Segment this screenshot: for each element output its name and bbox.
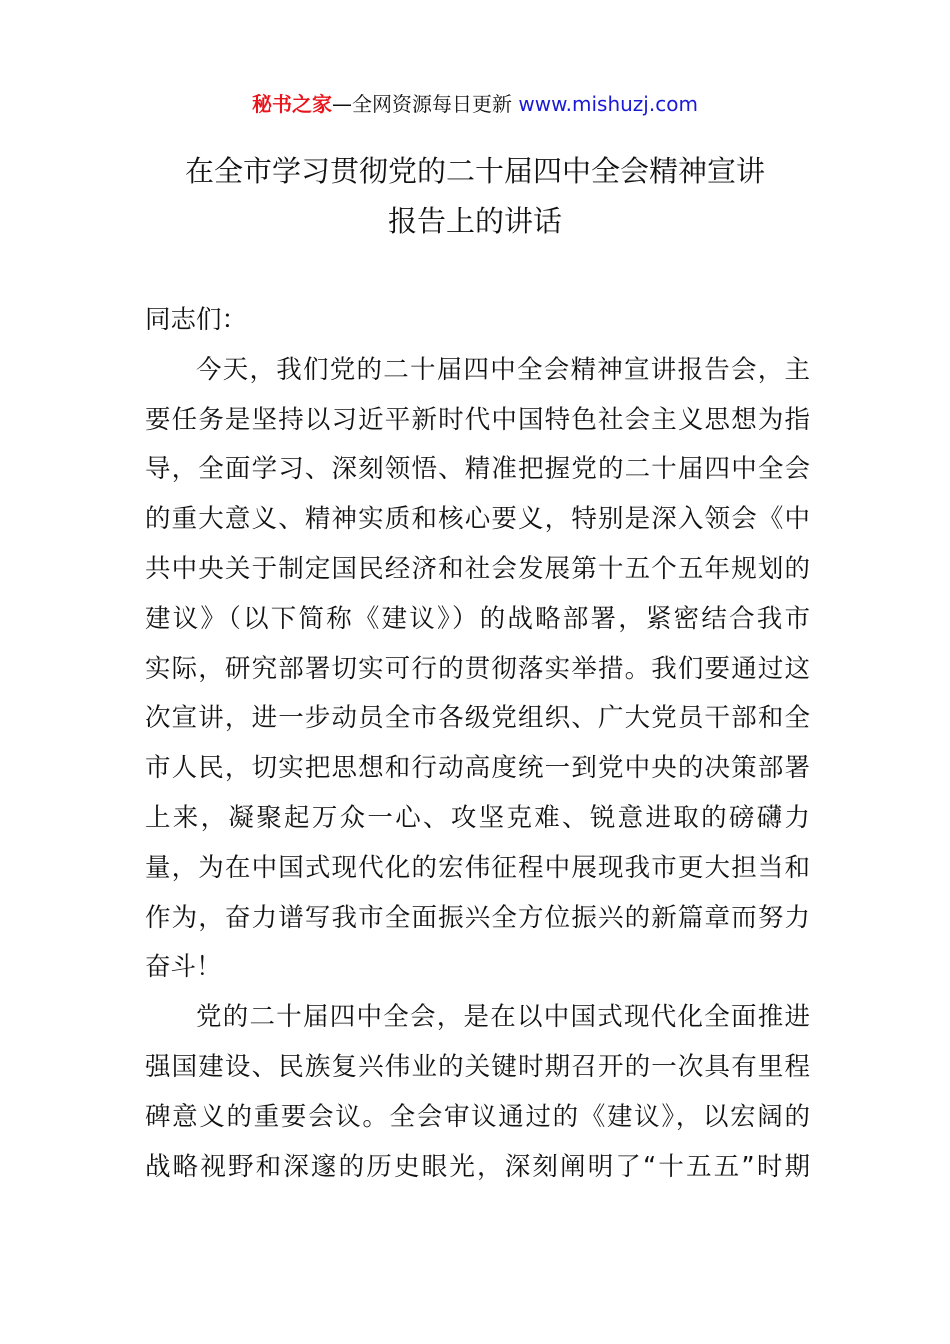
paragraph-line: 党的二十届四中全会，是在以中国式现代化全面推进 [196,1002,810,1033]
brand-name: 秘书之家 [252,92,333,116]
site-header [0,89,950,119]
site-tagline: —全网资源每日更新 [332,92,513,116]
paragraph-line: 今天，我们党的二十届四中全会精神宣讲报告会，主 [196,354,810,385]
paragraph-line: 要任务是坚持以习近平新时代中国特色社会主义思想为指 [145,404,810,435]
paragraph-line: 导，全面学习、深刻领悟、精准把握党的二十届四中全会 [145,454,810,485]
paragraph-line: 实际，研究部署切实可行的贯彻落实举措。我们要通过这 [145,653,810,684]
document-title [0,146,950,246]
paragraph-line: 战略视野和深邃的历史眼光，深刻阐明了“十五五”时期 [145,1151,810,1182]
site-url-link[interactable]: www.mishuzj.com [518,92,698,116]
title-line: 在全市学习贯彻党的二十届四中全会精神宣讲 [184,154,765,188]
paragraph-line: 次宣讲，进一步动员全市各级党组织、广大党员干部和全 [145,703,810,734]
paragraph-line: 的重大意义、精神实质和核心要义，特别是深入领会《中 [145,504,810,535]
title-line: 报告上的讲话 [387,204,562,238]
paragraph-line: 共中央关于制定国民经济和社会发展第十五个五年规划的 [145,553,810,584]
document-body [145,296,810,1192]
paragraph-line: 强国建设、民族复兴伟业的关键时期召开的一次具有里程 [145,1051,810,1082]
paragraph-line: 碑意义的重要会议。全会审议通过的《建议》，以宏阔的 [145,1101,810,1132]
paragraph-line: 作为，奋力谱写我市全面振兴全方位振兴的新篇章而努力 [145,902,810,933]
salutation: 同志们： [145,305,248,335]
paragraph-line: 建议》（以下简称《建议》）的战略部署，紧密结合我市 [145,603,810,634]
paragraph-line: 上来，凝聚起万众一心、攻坚克难、锐意进取的磅礴力 [145,802,810,833]
paragraph-line: 奋斗！ [145,952,222,983]
paragraph-line: 市人民，切实把思想和行动高度统一到党中央的决策部署 [145,753,810,784]
paragraph-line: 量，为在中国式现代化的宏伟征程中展现我市更大担当和 [145,852,810,883]
